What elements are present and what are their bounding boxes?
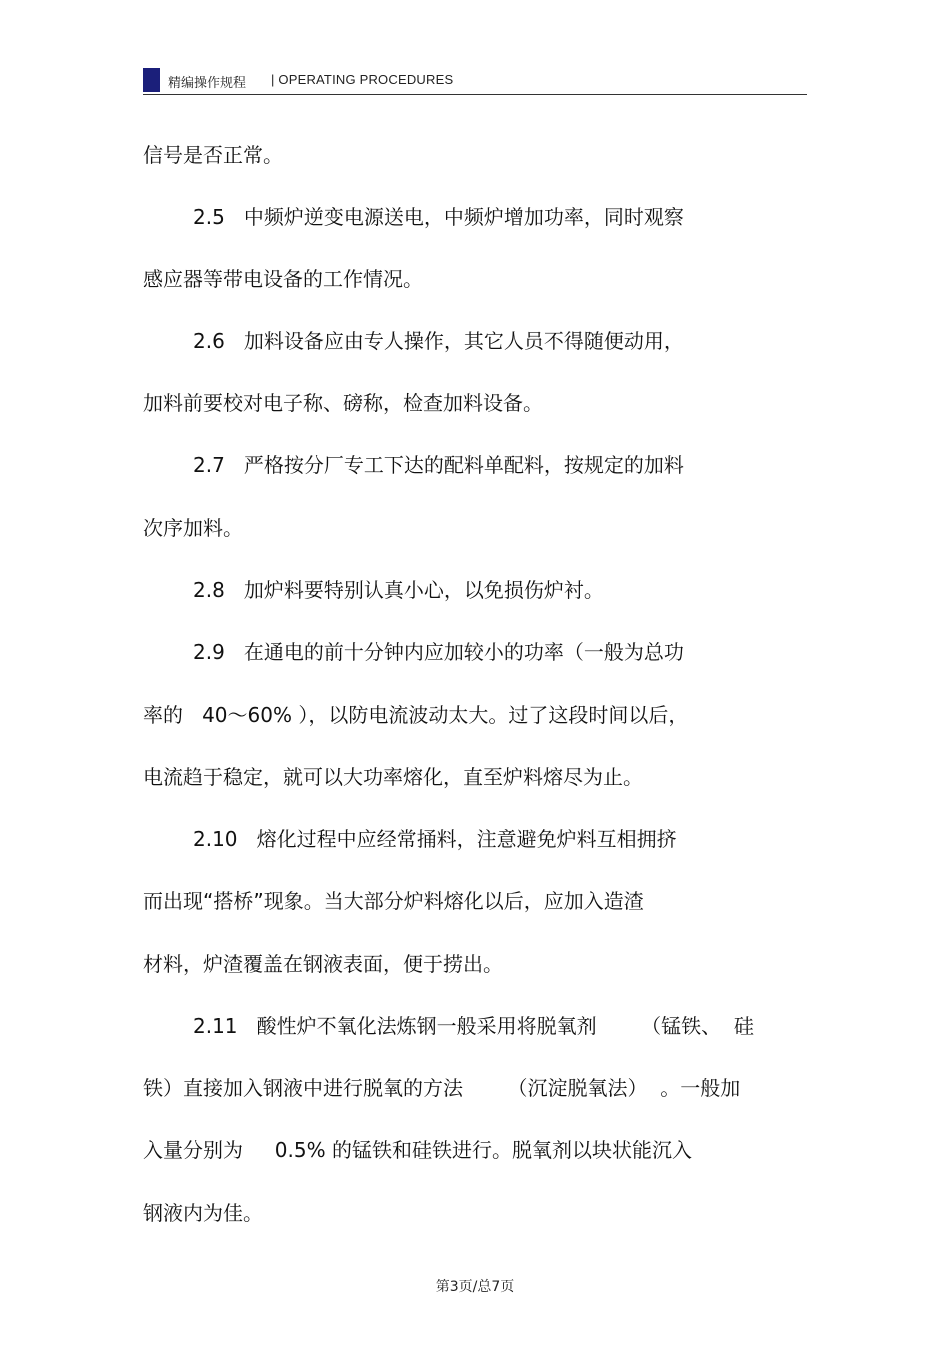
text-line: 2.10 熔化过程中应经常捅料，注意避免炉料互相拥挤 — [193, 827, 677, 851]
text-line: 铁）直接加入钢液中进行脱氧的方法 （沉淀脱氧法） 。一般加 — [143, 1076, 741, 1100]
text-line: 钢液内为佳。 — [143, 1201, 263, 1225]
text-line: 2.9 在通电的前十分钟内应加较小的功率（一般为总功 — [193, 640, 684, 664]
text-line: 感应器等带电设备的工作情况。 — [143, 267, 423, 291]
text-line: 电流趋于稳定，就可以大功率熔化，直至炉料熔尽为止。 — [143, 765, 643, 789]
text-line: 次序加料。 — [143, 516, 243, 540]
header-subtitle: | OPERATING PROCEDURES — [271, 72, 454, 87]
text-line: 2.6 加料设备应由专人操作，其它人员不得随便动用， — [193, 329, 684, 353]
header-title: 精编操作规程 — [168, 76, 247, 91]
text-line: 信号是否正常。 — [143, 143, 283, 167]
text-line: 2.5 中频炉逆变电源送电，中频炉增加功率，同时观察 — [193, 205, 684, 229]
logo-icon — [143, 68, 160, 92]
header-divider — [143, 94, 807, 95]
text-line: 2.8 加炉料要特别认真小心，以免损伤炉衬。 — [193, 578, 604, 602]
text-line: 材料，炉渣覆盖在钢液表面，便于捞出。 — [143, 952, 503, 976]
text-line: 2.7 严格按分厂专工下达的配料单配料，按规定的加料 — [193, 453, 684, 477]
text-line: 入量分别为 0.5% 的锰铁和硅铁进行。脱氧剂以块状能沉入 — [143, 1138, 692, 1162]
text-line: 加料前要校对电子称、磅称，检查加料设备。 — [143, 391, 543, 415]
page-header — [143, 66, 807, 96]
text-line: 率的 40～60% ），以防电流波动太大。过了这段时间以后， — [143, 703, 689, 727]
text-line: 2.11 酸性炉不氧化法炼钢一般采用将脱氧剂 （锰铁、 硅 — [193, 1014, 754, 1038]
text-line: 而出现“搭桥”现象。当大部分炉料熔化以后，应加入造渣 — [143, 889, 644, 913]
page-number: 第3页/总7页 — [435, 1279, 515, 1295]
